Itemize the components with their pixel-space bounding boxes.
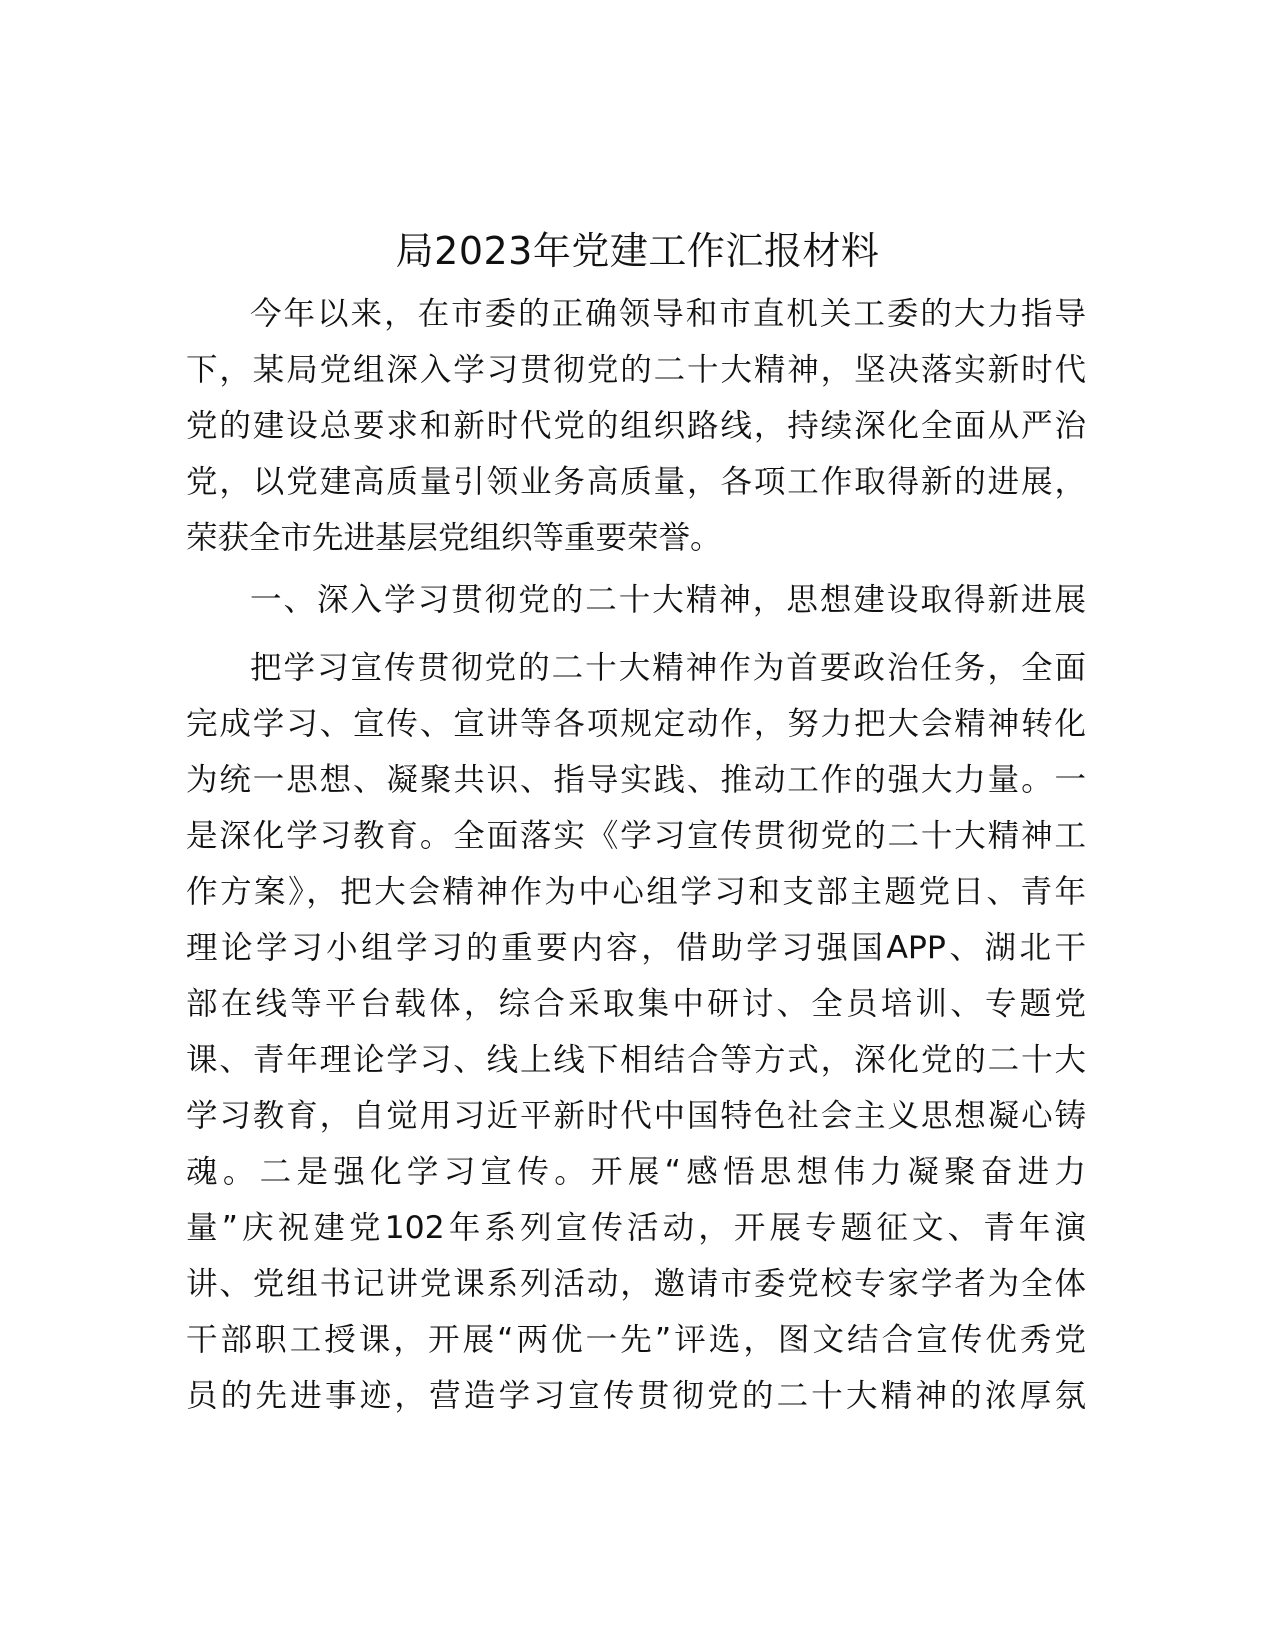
section-heading: 一、深入学习贯彻党的二十大精神，思想建设取得新进展 — [250, 582, 1086, 618]
text-line: 作方案》，把大会精神作为中心组学习和支部主题党日、青年 — [186, 874, 1086, 910]
text-line: 今年以来，在市委的正确领导和市直机关工委的大力指导 — [250, 296, 1086, 332]
text-line: 量”庆祝建党102年系列宣传活动，开展专题征文、青年演 — [186, 1210, 1086, 1246]
text-line: 干部职工授课，开展“两优一先”评选，图文结合宣传优秀党 — [186, 1322, 1086, 1358]
text-line: 荣获全市先进基层党组织等重要荣誉。 — [186, 520, 722, 556]
text-line: 为统一思想、凝聚共识、指导实践、推动工作的强大力量。一 — [186, 762, 1086, 798]
document-title: 局2023年党建工作汇报材料 — [395, 229, 880, 273]
text-line: 课、青年理论学习、线上线下相结合等方式，深化党的二十大 — [186, 1042, 1086, 1078]
text-line: 员的先进事迹，营造学习宣传贯彻党的二十大精神的浓厚氛 — [186, 1378, 1086, 1414]
text-line: 完成学习、宣传、宣讲等各项规定动作，努力把大会精神转化 — [186, 706, 1086, 742]
text-line: 魂。二是强化学习宣传。开展“感悟思想伟力凝聚奋进力 — [186, 1154, 1086, 1190]
text-line: 党，以党建高质量引领业务高质量，各项工作取得新的进展， — [186, 464, 1086, 500]
text-line: 党的建设总要求和新时代党的组织路线，持续深化全面从严治 — [186, 408, 1086, 444]
text-line: 部在线等平台载体，综合采取集中研讨、全员培训、专题党 — [186, 986, 1086, 1022]
text-line: 是深化学习教育。全面落实《学习宣传贯彻党的二十大精神工 — [186, 818, 1086, 854]
text-line: 下，某局党组深入学习贯彻党的二十大精神，坚决落实新时代 — [186, 352, 1086, 388]
text-line: 把学习宣传贯彻党的二十大精神作为首要政治任务，全面 — [250, 650, 1086, 686]
text-line: 学习教育，自觉用习近平新时代中国特色社会主义思想凝心铸 — [186, 1098, 1086, 1134]
text-line: 理论学习小组学习的重要内容，借助学习强国APP、湖北干 — [186, 930, 1086, 966]
text-line: 讲、党组书记讲党课系列活动，邀请市委党校专家学者为全体 — [186, 1266, 1086, 1302]
